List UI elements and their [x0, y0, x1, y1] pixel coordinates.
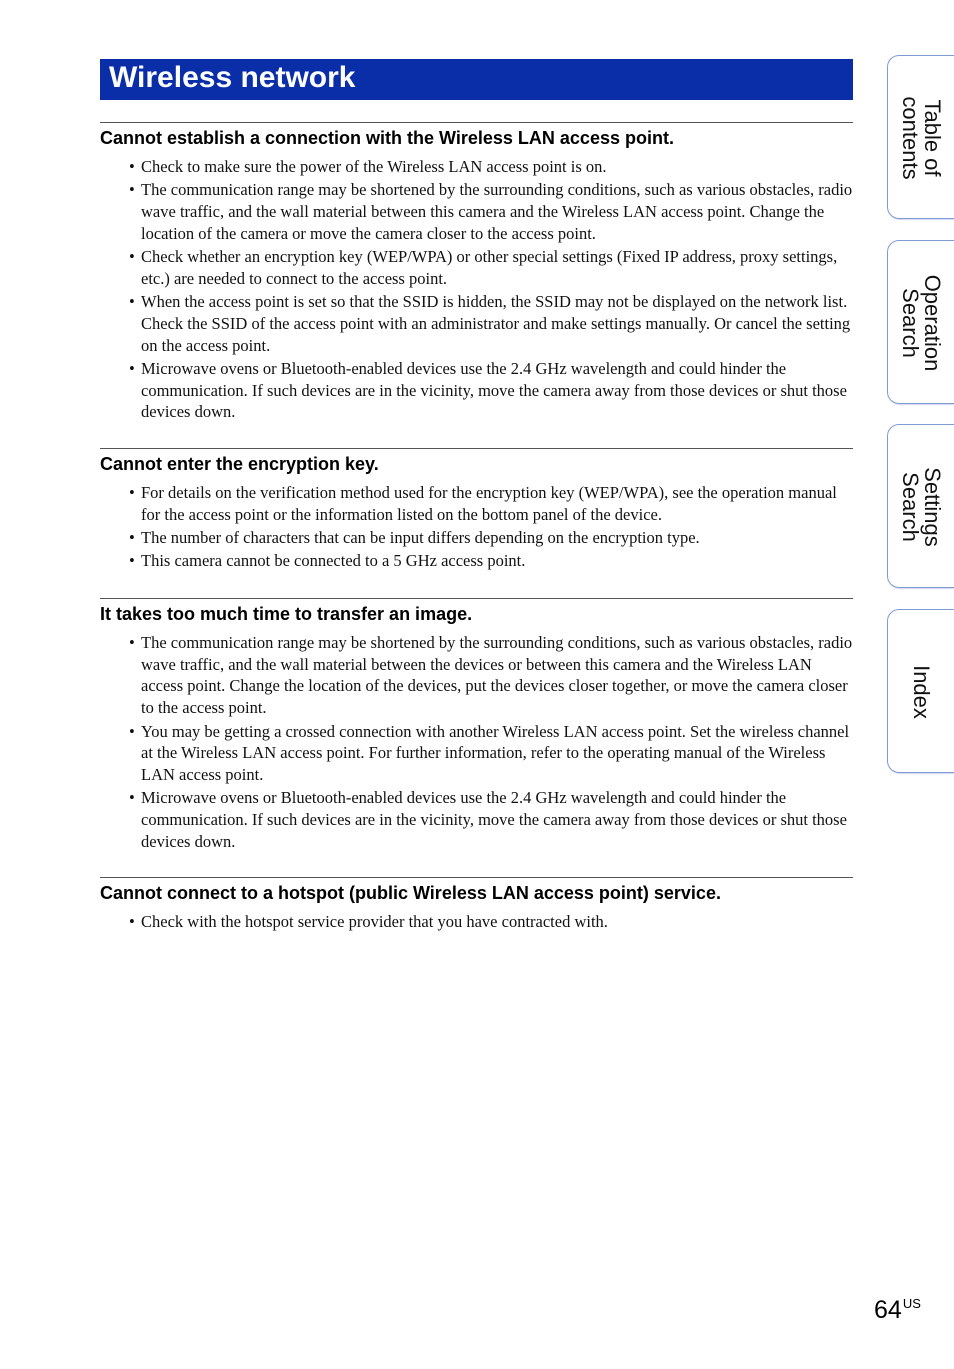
page-number-value: 64	[874, 1296, 902, 1324]
tab-label-line: Search	[898, 472, 923, 542]
bullet-marker: •	[129, 721, 135, 741]
list-item	[100, 291, 853, 356]
tab-table-of-contents[interactable]	[887, 55, 954, 219]
bullet-list	[100, 911, 853, 933]
tab-label-line: contents	[898, 96, 923, 180]
page-number-suffix: US	[902, 1296, 921, 1311]
bullet-marker: •	[129, 633, 135, 652]
list-item	[100, 632, 853, 719]
list-item-text: This camera cannot be connected to a 5 GHz access point.	[141, 551, 526, 571]
list-item	[100, 482, 853, 525]
page-title-bar	[100, 59, 853, 100]
section-heading: Cannot connect to a hotspot (public Wireless LAN access point) service.	[100, 883, 721, 903]
list-item	[100, 179, 853, 244]
section-divider	[100, 877, 853, 878]
list-item	[100, 527, 853, 549]
section-heading: It takes too much time to transfer an image.	[100, 604, 473, 624]
bullet-marker: •	[129, 483, 135, 502]
section-encryption-key	[100, 448, 853, 574]
bullet-marker: •	[129, 551, 135, 571]
list-item	[100, 156, 853, 178]
section-divider	[100, 598, 853, 599]
tab-label-line: Operation	[920, 274, 945, 372]
bullet-marker: •	[129, 247, 135, 267]
list-item	[100, 358, 853, 423]
list-item-text: The number of characters that can be input differs depending on the encryption type.	[141, 528, 700, 548]
list-item-text: For details on the verification method used for the encryption key (WEP/WPA), see the operation manual for the access point or the information listed on the bottom panel of the device.	[141, 483, 837, 524]
list-item	[100, 721, 853, 786]
tab-label-line: Table of	[920, 99, 945, 177]
page-number	[874, 1289, 921, 1325]
bullet-marker: •	[129, 912, 135, 931]
bullet-marker: •	[129, 788, 135, 808]
tab-label-line: Search	[898, 288, 923, 358]
tab-index[interactable]	[887, 609, 954, 773]
list-item-text: Check to make sure the power of the Wireless LAN access point is on.	[141, 157, 607, 176]
bullet-marker: •	[129, 180, 135, 200]
list-item	[100, 911, 853, 933]
list-item	[100, 246, 853, 289]
section-heading: Cannot establish a connection with the Wireless LAN access point.	[100, 128, 674, 148]
bullet-list	[100, 482, 853, 572]
section-slow-transfer	[100, 598, 853, 854]
tab-label	[888, 241, 954, 405]
list-item-text: When the access point is set so that the SSID is hidden, the SSID may not be displayed on the network list. Check the SSID of the access point with an administrator and make settings manually. Or cancel the setting on the access point.	[141, 292, 851, 355]
list-item-text: The communication range may be shortened by the surrounding conditions, such as various obstacles, radio wave traffic, and the wall material between this camera and the Wireless LAN access point. Change the location of the camera or move the camera closer to the access point.	[141, 180, 853, 243]
tab-label	[888, 610, 954, 774]
section-heading: Cannot enter the encryption key.	[100, 454, 379, 474]
tab-label-line: Settings	[920, 467, 945, 547]
list-item-text: You may be getting a crossed connection with another Wireless LAN access point. Set the wireless channel at the Wireless LAN access point. For further information, refer to the operating manual of the Wireless LAN access point.	[141, 721, 850, 784]
list-item-text: Check with the hotspot service provider that you have contracted with.	[141, 912, 608, 931]
section-divider	[100, 122, 853, 123]
list-item-text: Microwave ovens or Bluetooth-enabled devices use the 2.4 GHz wavelength and could hinder the communication. If such devices are in the vicinity, move the camera away from those devices or shut those devices down.	[141, 359, 847, 422]
bullet-marker: •	[129, 528, 135, 548]
tab-label	[888, 425, 954, 589]
bullet-marker: •	[129, 157, 135, 176]
bullet-list	[100, 632, 853, 852]
bullet-marker: •	[129, 359, 135, 379]
list-item-text: Microwave ovens or Bluetooth-enabled devices use the 2.4 GHz wavelength and could hinder the communication. If such devices are in the vicinity, move the camera away from those devices or shut those devices down.	[141, 788, 847, 851]
page-title: Wireless network	[109, 61, 356, 94]
tab-label-line: Index	[909, 665, 934, 719]
list-item	[100, 550, 853, 572]
section-divider	[100, 448, 853, 449]
list-item-text: The communication range may be shortened by the surrounding conditions, such as various obstacles, radio wave traffic, and the wall material between the devices or between this camera and the Wireless LAN access point. Change the location of the devices, put the devices closer together, or move the camera closer to the access point.	[141, 633, 853, 718]
tab-label	[888, 56, 954, 220]
tab-operation-search[interactable]	[887, 240, 954, 404]
tab-settings-search[interactable]	[887, 424, 954, 588]
list-item	[100, 787, 853, 852]
section-hotspot	[100, 877, 853, 934]
bullet-list	[100, 156, 853, 423]
list-item-text: Check whether an encryption key (WEP/WPA) or other special settings (Fixed IP address, proxy settings, etc.) are needed to connect to the access point.	[141, 247, 838, 288]
section-connection-failure	[100, 122, 853, 425]
bullet-marker: •	[129, 292, 135, 312]
